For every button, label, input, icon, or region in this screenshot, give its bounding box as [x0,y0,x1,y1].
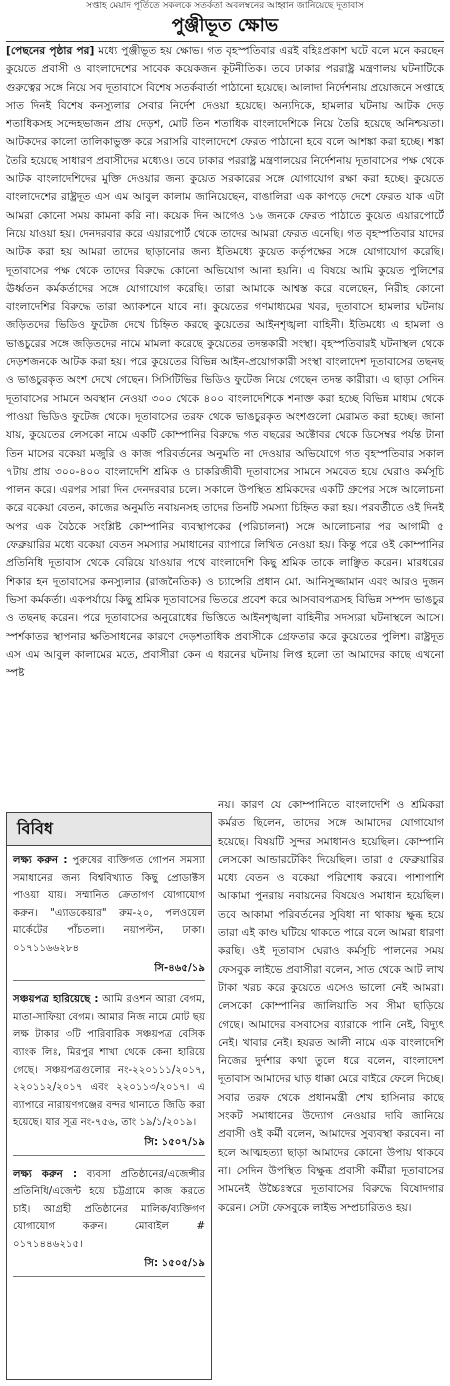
classifieds-box [6,812,212,1380]
article-body [6,42,444,794]
article-continuation [218,796,444,1380]
ad-title: লক্ষ্য করুন : [13,855,68,866]
classified-ad [7,1160,211,1282]
ad-body: পুরুষের ব্যক্তিগত গোপন সমস্যা সমাধানের জন্য বিশ্ববিখ্যাত কিছু প্রোডাক্টস পাওয়া যায়। সম্মানিত ক্রেতাগণ যোগাযোগ করুন। "এ্যাডকেয়ার" রুম-২০, পলওয়েল মার্কেটের পাঁচতলা। নয়াপল্টন, ঢাকা। ০১৭১১৬৬২৮৪ [13,855,205,954]
continuation-tag: [পেছনের পৃষ্ঠার পর] [6,45,95,57]
ad-code: সি-৪৬৫/১৯ [13,960,205,982]
classified-ad [7,985,211,1159]
ad-title: সঞ্চয়পত্র হারিয়েছে : [13,994,99,1006]
ad-code: সি: ১৫০৫/১৯ [13,1255,205,1277]
top-cut-text: সপ্তাহ মেয়াদ পূর্তিতে সকলকে সতর্কতা অবলম্বনের আহ্বান জানিয়েছে দূতাবাস [86,1,364,11]
classifieds-heading: বিবিধ [7,813,211,846]
ad-body: ব্যবসা প্রতিষ্ঠানের/এজেন্সীর প্রতিনিধি/এজেন্ট হয়ে চট্টগ্রামে কাজ করতে চাই। আগ্রহী প্রতিষ্ঠানের মালিক/ব্যক্তিগণ যোগাযোগ করুন। মোবাইল # ০১৭১৪৪৬২১৫। [13,1168,205,1250]
page-title: পুঞ্জীভূত ক্ষোভ [171,15,279,36]
classified-ad [7,846,211,985]
ad-body: আমি রওশন আরা বেগম, মাতা-সাফিয়া বেগম। আমার নিজ নামে মোট ছয় লক্ষ টাকার ৩টি পারিবারিক সঞ্চয়পত্র বেসিক ব্যাংক লিঃ, মিরপুর শাখা থেকে কেনা হারিয়ে গেছে। সঞ্চয়পত্রগুলোর নং-২২০১১১/২০১৭, ২২০১১২/২০১৭ এবং ২২০১১৩/২০১৭। এ ব্যাপারে নারায়ণগঞ্জের বন্দর থানাতে জিডি করা হয়েছে। যার সূত্র নং-৭৫৬, তাং ১৯/১/২০১৯। [13,994,205,1129]
article-paragraph: নয়। কারণ যে কোম্পানিতে বাংলাদেশি ও শ্রমিকরা কর্মরত ছিলেন, তাদের সঙ্গে আমাদের যোগাযোগ হয়েছে। বিষয়টি সুন্দর সমাধানও হয়েছিল। কোম্পানি লেসকো আন্ডারটেকিং দিয়েছিল। তারা ৫ ফেব্রুয়ারির মধ্যে বেতন ও বকেয়া পরিশোধ করবে। পাশাপাশি আকামা পুনরায় নবায়নের বিষয়েও সমাধান হয়েছিল। তবে আকামা পরিবর্তনের সুবিধা না থাকায় ক্ষুব্ধ হয়ে তারা এই কাণ্ড ঘটিয়ে থাকতে পারে বলে আমরা ধারণা করছি। ওই দূতাবাস ঘেরাও কর্মসূচি পালনের সময় ফেসবুক লাইভে প্রবাসীরা বলেন, সাত থেকে আট লাখ টাকা খরচ করে কুয়েতে এসেও ভালো নেই আমরা। লেসকো কোম্পানির জালিয়াতি সব সীমা ছাড়িয়ে গেছে। আমাদের বসবাসের ব্যারাকে পানি নেই, বিদ্যুৎ নেই। খাবার নেই। হযরত আলী নামে এক বাংলাদেশি নিজের দুর্দশার কথা তুলে ধরে বলেন, বাংলাদেশ দূতাবাস আমাদের ঘাড় ধাক্কা মেরে বাইরে ফেলে দিচ্ছে। সবার তরফ থেকে প্রধানমন্ত্রী শেখ হাসিনার কাছে সংকট সমাধানের উদ্যোগ নেওয়ার দাবি জানিয়ে প্রবাসী ওই কর্মী বলেন, আমাদের সুব্যবস্থা করবেন। না হলে আত্মহত্যা ছাড়া আমাদের কোনো উপায় থাকবে না। সেদিন উপস্থিত বিক্ষুব্ধ প্রবাসী কর্মীরা দূতাবাসের সামনেই উচ্চৈঃস্বরে দূতাবাসের বিরুদ্ধে বিষোদগার করেন। সেটা ফেসবুকে লাইভ সম্প্রচারিতও হয়। [218,799,444,1214]
ad-title: লক্ষ্য করুন : [13,1168,78,1180]
ad-code: সি: ১৫০৭/১৯ [13,1134,205,1156]
article-paragraph [6,42,444,682]
article-text: মধ্যে পুঞ্জীভূত হয় ক্ষোভ। গত বৃহস্পতিবার এরই বহিঃপ্রকাশ ঘটে বলে মনে করছেন কুয়েতে প্রবাসী ও বাংলাদেশের সাবেক কয়েকজন কূটনীতিক। তবে ঢাকার পররাষ্ট্র মন্ত্রণালয় ঘটনাটিকে গুরুত্বের সঙ্গে নিয়ে সব দূতাবাসে বিশেষ সতর্কবার্তা পাঠানো হয়েছে। আলাদা নির্দেশনায় প্রয়োজনে সপ্তাহে সাত দিনই বিশেষ কনস্যুলার সেবার নির্দেশ দেওয়া হয়েছে। অন্যদিকে, হামলার ঘটনায় আটক দেড় শতাধিকসহ সন্দেহভাজন প্রায় দেড়শ, মোট তিন শতাধিক বাংলাদেশিকে নিয়ে তৈরি হয়েছে অনিশ্চয়তা। আটকদের কালো তালিকাভুক্ত করে সরাসরি বাংলাদেশে ফেরত পাঠানো হবে বলে আশঙ্কা করা হচ্ছে। শঙ্কা তৈরি হয়েছে সাধারণ প্রবাসীদের মধ্যেও। তবে ঢাকার পররাষ্ট্র মন্ত্রণালয়ের নির্দেশনায় দূতাবাসের পক্ষ থেকে আটক বাংলাদেশিদের মুক্তি দেওয়ার জন্য কুয়েত সরকারের সঙ্গে যোগাযোগ রক্ষা করা হচ্ছে। কুয়েতে বাংলাদেশের রাষ্ট্রদূত এস এম আবুল কালাম জানিয়েছেন, বাঙালিরা এক কাপড়ে দেশে ফেরত যাক এটা আমরা কোনো সময় কামনা করি না। কয়েক দিন আগেও ১৬ জনকে ফেরত পাঠাতে কুয়েত এয়ারপোর্টে নিয়ে যাওয়া হয়। দেনদরবার করে এয়ারপোর্ট থেকে তাদের আমরা ফেরত এনেছি। গত বৃহস্পতিবার যাদের আটক করা হয় আমরা তাদের ছাড়ানোর জন্য ইতিমধ্যে কুয়েত কর্তৃপক্ষের সঙ্গে যোগাযোগ করেছি। দূতাবাসের পক্ষ থেকে তাদের বিরুদ্ধে কোনো অভিযোগ আনা হয়নি। এ বিষয়ে আমি কুয়েত পুলিশের ঊর্ধ্বতন কর্মকর্তাদের সঙ্গে যোগাযোগ করেছি। তারা আমাকে আশ্বস্ত করে বলেছেন, নিরীহ কোনো বাংলাদেশির বিরুদ্ধে তারা অ্যাকশনে যাবে না। কুয়েতের গণমাধ্যমের খবর, দূতাবাসে হামলার ঘটনায় জড়িতদের ভিডিও ফুটেজ দেখে চিহ্নিত করছে কুয়েতের আইনশৃঙ্খলা বাহিনী। ইতিমধ্যে এ হামলা ও ভাঙচুরের সঙ্গে জড়িতদের নামে মামলা করেছে কুয়েতের তদন্তকারী সংস্থা। বৃহস্পতিবারই ঘটনাস্থল থেকে দেড়শজনকে আটক করা হয়। পরে কুয়েতের বিভিন্ন আইন-প্রয়োগকারী সংস্থা বাংলাদেশ দূতাবাসের তছনছ ও ভাঙচুরকৃত অংশ দেখে গেছেন। সিসিটিভির ভিডিও ফুটেজ নিয়ে গেছেন তদন্ত কারীরা। এ ছাড়া সেদিন দূতাবাসের সামনে অবস্থান নেওয়া ৩০০ থেকে ৪০০ বাংলাদেশিকে শনাক্ত করা হচ্ছে বিভিন্ন মাধ্যম থেকে পাওয়া ভিডিও ফুটেজ থেকে। দূতাবাসের তরফ থেকে ভাঙচুরকৃত অংশগুলো মেরামত করা হচ্ছে। জানা যায়, কুয়েতের লেসকো নামে একটি কোম্পানির বিরুদ্ধে গত বছরের অক্টোবর থেকে ডিসেম্বর পর্যন্ত টানা তিন মাসের বকেয়া মজুরি ও কাজ পরিবর্তনের অনুমতি না দেওয়ার অভিযোগে গত বৃহস্পতিবার সকাল ৭টায় প্রায় ৩০০-৪০০ বাংলাদেশি শ্রমিক ও চাকরিজীবী দূতাবাসের সামনে সমবেত হয়ে ঘেরাও কর্মসূচি পালন করে। এরপর সারা দিন দেনদরবার চলে। সকালে উপস্থিত শ্রমিকদের একটি গ্রুপের সঙ্গে আলোচনা করে বকেয়া বেতন, কাজের অনুমতি নবায়নসহ তাদের তিনটি সমস্যা চিহ্নিত করা হয়। পরবর্তীতে ওই দিনই অপর এক বৈঠকে সংশ্লিষ্ট কোম্পানির ব্যবস্থাপকের (পরিচালনা) সঙ্গে আলোচনার পর আগামী ৫ ফেব্রুয়ারির মধ্যে বকেয়া বেতন সমস্যার সমাধানের ব্যাপারে লিখিত নেওয়া হয়। কিন্তু পরে ওই কোম্পানির প্রতিনিধি দূতাবাস থেকে বেরিয়ে যাওয়ার পথে বাংলাদেশি কিছু শ্রমিক তাকে লাঞ্ছিত করেন। মারধরের শিকার হন দূতাবাসের কনস্যুলার (রাজনৈতিক) ও চ্যান্সেরি প্রধান মো. আনিসুজ্জামান এবং আরও দুজন ভিসা কর্মকর্তা। একপর্যায়ে কিছু শ্রমিক দূতাবাসের ভিতরে প্রবেশ করে আসবাবপত্রসহ বিভিন্ন সম্পদ ভাঙচুর ও তছনছ করেন। পরে দূতাবাসের অনুরোধের ভিত্তিতে আইনশৃঙ্খলা বাহিনীর সদস্যরা ঘটনাস্থলে আসে। স্পর্শকাতর স্থাপনার ক্ষতিসাধনের কারণে দেড়শতাধিক প্রবাসীকে গ্রেফতার করে কুয়েতের পুলিশ। রাষ্ট্রদূত এস এম আবুল কালামের মতে, প্রবাসীরা কেন এ ধরনের ঘটনায় লিপ্ত হলো তা আমাদের কাছে এখনো স্পষ্ট [6,45,444,680]
